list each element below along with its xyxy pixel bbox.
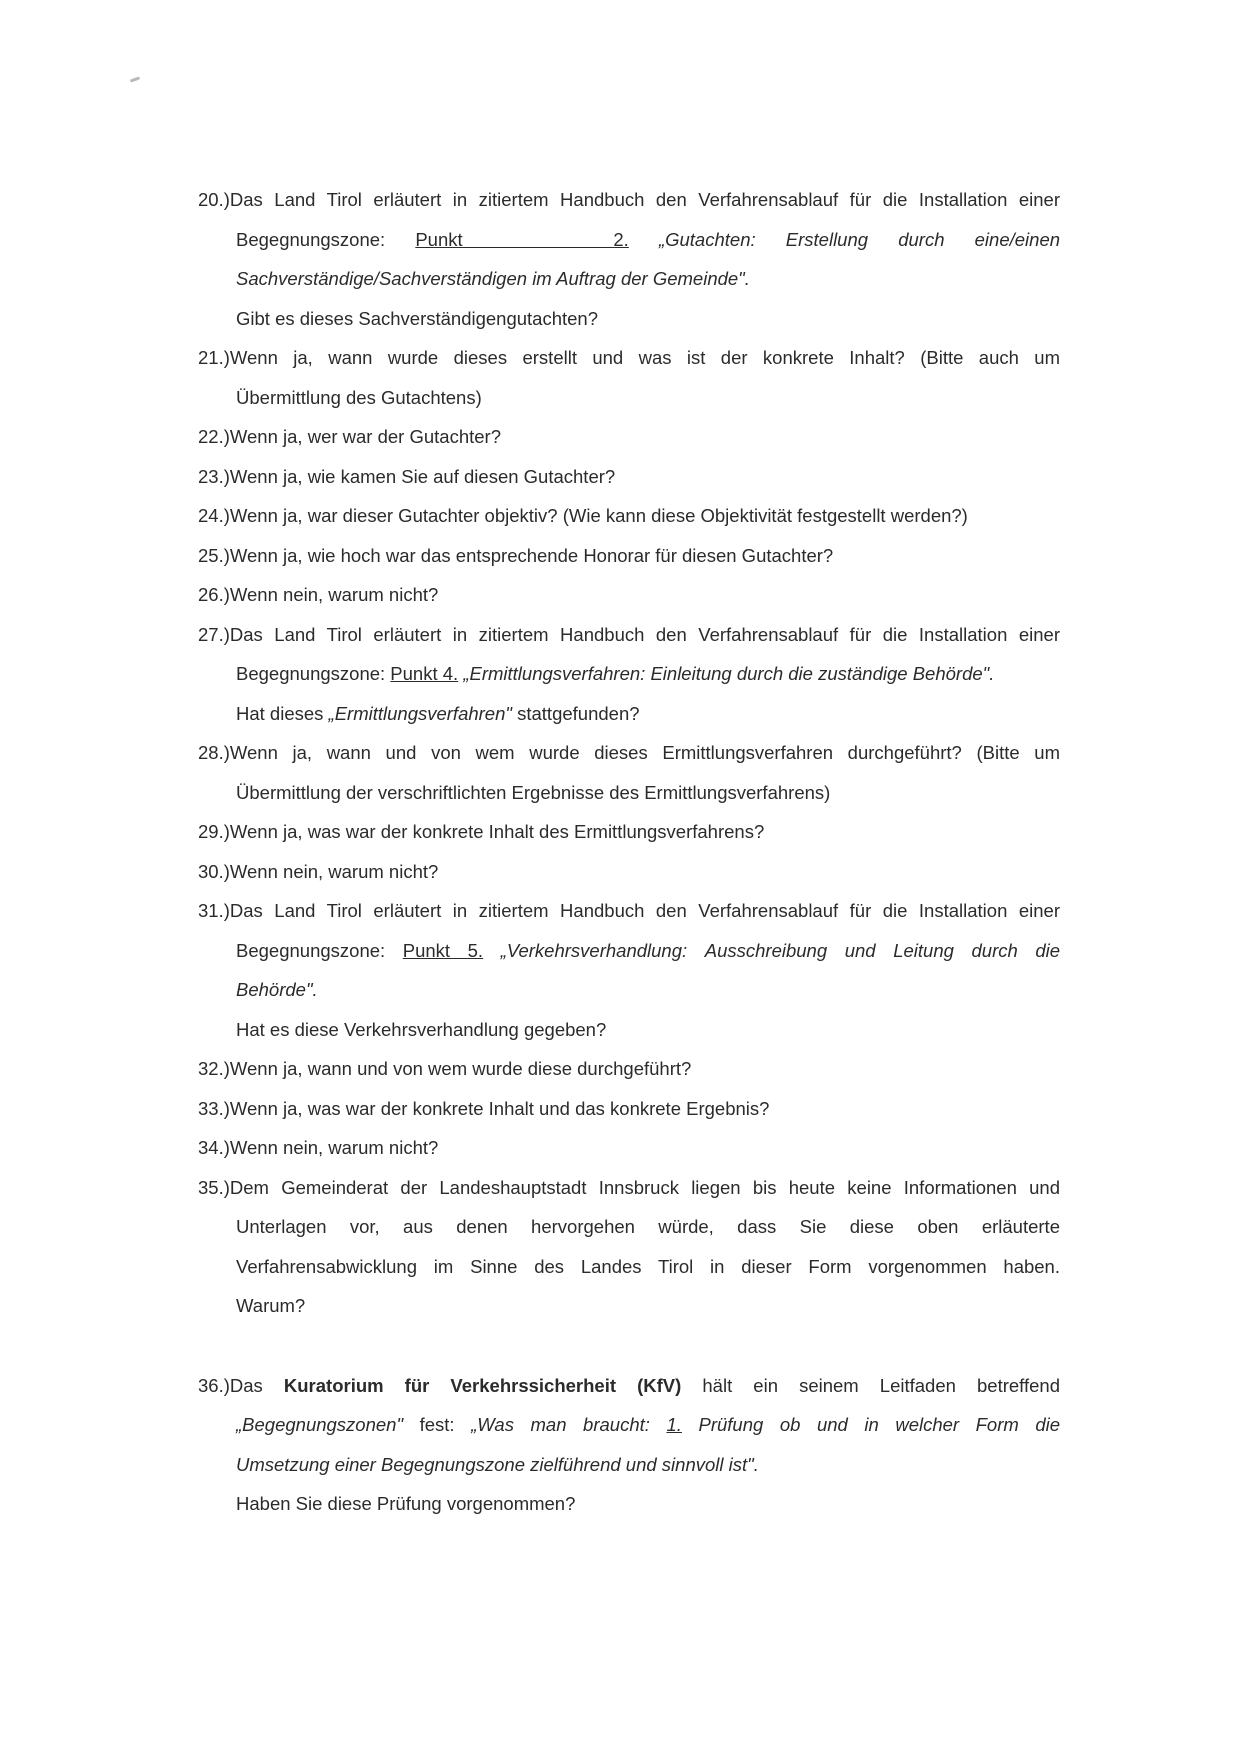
question-26: 26.)Wenn nein, warum nicht? bbox=[198, 584, 439, 605]
question-30: 30.)Wenn nein, warum nicht? bbox=[198, 860, 439, 882]
question-25: 25.)Wenn ja, wie hoch war das entsprechende Honorar für diesen Gutachter? bbox=[198, 544, 834, 566]
kfv-name: Kuratorium für Verkehrssicherheit (KfV) bbox=[283, 1374, 682, 1396]
question-34: 34.)Wenn nein, warum nicht? bbox=[198, 1137, 439, 1158]
question-35: 35.)Dem Gemeinderat der Landeshauptstadt Innsbruck liegen bis heute keine Informationen und Unterlagen vor, aus denen hervorgehen würde, dass Sie diese oben erläuterte Verfahrensabwicklung im Sinne des Landes Tirol in dieser Form vorgenommen haben. Warum? bbox=[198, 1176, 1060, 1316]
question-21-line-2: Übermittlung des Gutachtens) bbox=[236, 386, 482, 408]
question-36-line-2: „Begegnungszonen" fest: „Was man braucht: 1. Prüfung ob und in welcher Form die bbox=[236, 1414, 1061, 1435]
question-21 bbox=[198, 338, 1060, 417]
question-31: 31.)Das Land Tirol erläutert in zitiertem Handbuch den Verfahrensablauf für die Installation einer Begegnungszone: Punkt 5. „Verkehrsverhandlung: Ausschreibung und Leitung durch die Behörde". Hat es diese Verkehrsverhandlung gegeben? bbox=[198, 900, 1061, 1040]
q20-begegnung: Begegnungszone: bbox=[236, 228, 386, 250]
question-31-line-2: Begegnungszone: Punkt 5. „Verkehrsverhandlung: Ausschreibung und Leitung durch die bbox=[236, 939, 1061, 961]
question-36: 36.)Das Kuratorium für Verkehrssicherheit (KfV) hält ein seinem Leitfaden betreffend „Begegnungszonen" fest: „Was man braucht: 1. Prüfung ob und in welcher Form die Umsetzung einer Begegnungszone zielführend und sinnvoll ist". Haben Sie diese Prüfung vorgenommen? bbox=[198, 1366, 1060, 1524]
question-27-line-2: Begegnungszone: Punkt 4. „Ermittlungsverfahren: Einleitung durch die zuständige Behörde". bbox=[236, 663, 995, 684]
question-29: 29.)Wenn ja, was war der konkrete Inhalt des Ermittlungsverfahrens? bbox=[198, 821, 765, 842]
scan-mark bbox=[130, 76, 140, 82]
question-20-line-2: Begegnungszone: Punkt 2. „Gutachten: Erstellung durch eine/einen bbox=[236, 228, 1061, 250]
question-20-line-3: Sachverständige/Sachverständigen im Auftrag der Gemeinde". bbox=[236, 268, 750, 289]
question-20-line-4: Gibt es dieses Sachverständigengutachten? bbox=[236, 307, 599, 329]
question-24: 24.)Wenn ja, war dieser Gutachter objektiv? (Wie kann diese Objektivität festgestellt werden?) bbox=[198, 505, 968, 526]
question-20-line-1: 20.)Das Land Tirol erläutert in zitiertem Handbuch den Verfahrensablauf für die Installation einer bbox=[198, 189, 1060, 210]
question-list bbox=[198, 180, 1060, 1524]
q20-punkt: Punkt 2. bbox=[415, 228, 629, 250]
question-33: 33.)Wenn ja, was war der konkrete Inhalt und das konkrete Ergebnis? bbox=[198, 1097, 770, 1119]
question-22: 22.)Wenn ja, wer war der Gutachter? bbox=[198, 426, 502, 447]
question-27-line-3: Hat dieses „Ermittlungsverfahren" stattgefunden? bbox=[236, 702, 640, 724]
question-27: 27.)Das Land Tirol erläutert in zitiertem Handbuch den Verfahrensablauf für die Installation einer Begegnungszone: Punkt 4. „Ermittlungsverfahren: Einleitung durch die zuständige Behörde". Hat dieses „Ermittlungsverfahren" stattgefunden? bbox=[198, 615, 1060, 734]
question-20 bbox=[198, 180, 1060, 338]
question-32: 32.)Wenn ja, wann und von wem wurde diese durchgeführt? bbox=[198, 1058, 692, 1079]
question-21-line-1: 21.)Wenn ja, wann wurde dieses erstellt und was ist der konkrete Inhalt? (Bitte auch um bbox=[198, 347, 1060, 368]
question-23: 23.)Wenn ja, wie kamen Sie auf diesen Gutachter? bbox=[198, 465, 616, 487]
question-36-line-1: 36.)Das Kuratorium für Verkehrssicherheit (KfV) hält ein seinem Leitfaden betreffend bbox=[198, 1374, 1060, 1396]
q20-gutachten: „Gutachten: bbox=[658, 228, 756, 250]
question-28: 28.)Wenn ja, wann und von wem wurde dieses Ermittlungsverfahren durchgeführt? (Bitte um Übermittlung der verschriftlichten Ergebnisse des Ermittlungsverfahrens) bbox=[198, 742, 1060, 803]
